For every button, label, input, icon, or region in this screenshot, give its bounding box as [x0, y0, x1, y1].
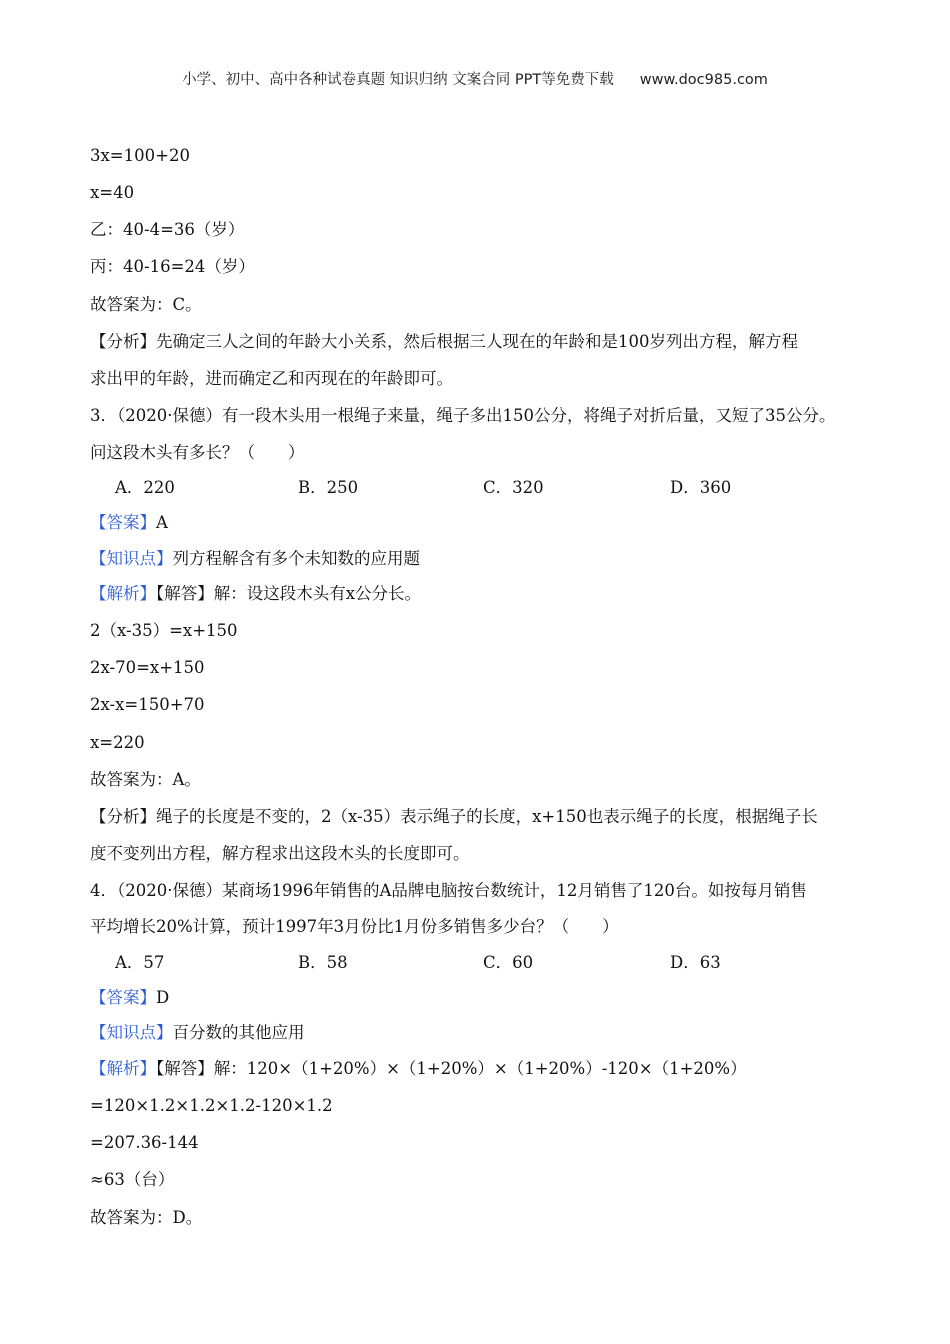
analysis-text: 绳子的长度是不变的，2（x-35）表示绳子的长度，x+150也表示绳子的长度，根据绳子长	[156, 807, 818, 826]
knowledge-text: 百分数的其他应用	[172, 1023, 305, 1042]
q4-option-a: A．57	[115, 953, 165, 972]
prev-line-3: 乙：40-4=36（岁）	[90, 220, 245, 239]
solution-text: 【解答】解：120×（1+20%）×（1+20%）×（1+20%）-120×（1+20%）	[156, 1059, 747, 1078]
q3-analysis-cont: 度不变列出方程，解方程求出这段木头的长度即可。	[90, 844, 470, 863]
analysis-tag: 【分析】	[90, 332, 156, 351]
q4-stem-cont: 平均增长20%计算，预计1997年3月份比1月份多销售多少台？（ ）	[90, 917, 619, 936]
analysis-tag: 【分析】	[90, 807, 156, 826]
answer-tag: 【答案】	[90, 513, 156, 532]
knowledge-tag: 【知识点】	[90, 549, 173, 568]
q4-knowledge	[90, 1022, 305, 1044]
q3-option-a: A．220	[115, 478, 175, 497]
q4-option-d: D．63	[670, 953, 721, 972]
header-text: 小学、初中、高中各种试卷真题 知识归纳 文案合同 PPT等免费下载	[182, 72, 614, 88]
solution-text: 【解答】解：设这段木头有x公分长。	[156, 584, 422, 603]
q4-stem: 4．（2020·保德）某商场1996年销售的A品牌电脑按台数统计，12月销售了120台。如按每月销售	[90, 881, 807, 900]
answer-value: D	[156, 988, 170, 1007]
q4-answer	[90, 987, 169, 1009]
prev-line-1: 3x=100+20	[90, 146, 190, 165]
q3-step-2: 2x-70=x+150	[90, 658, 205, 677]
knowledge-text: 列方程解含有多个未知数的应用题	[172, 549, 420, 568]
q3-option-b: B．250	[298, 478, 359, 497]
q3-solution	[90, 583, 421, 605]
q4-step-4: 故答案为：D。	[90, 1208, 203, 1227]
q3-analysis	[90, 806, 818, 828]
q4-step-3: ≈63（台）	[90, 1170, 175, 1189]
analysis-text: 先确定三人之间的年龄大小关系，然后根据三人现在的年龄和是100岁列出方程，解方程	[156, 332, 798, 351]
prev-analysis-cont: 求出甲的年龄，进而确定乙和丙现在的年龄即可。	[90, 369, 453, 388]
solution-tag: 【解析】	[90, 584, 156, 603]
solution-tag: 【解析】	[90, 1059, 156, 1078]
answer-tag: 【答案】	[90, 988, 156, 1007]
page-header	[0, 68, 950, 89]
answer-value: A	[156, 513, 168, 532]
knowledge-tag: 【知识点】	[90, 1023, 173, 1042]
q4-step-1: =120×1.2×1.2×1.2-120×1.2	[90, 1096, 333, 1115]
q3-option-d: D．360	[670, 478, 732, 497]
prev-line-5: 故答案为：C。	[90, 295, 202, 314]
q3-step-5: 故答案为：A。	[90, 770, 201, 789]
q4-option-c: C．60	[483, 953, 534, 972]
q4-step-2: =207.36-144	[90, 1133, 199, 1152]
prev-line-4: 丙：40-16=24（岁）	[90, 257, 255, 276]
q3-option-c: C．320	[483, 478, 544, 497]
q4-option-b: B．58	[298, 953, 348, 972]
prev-analysis	[90, 331, 798, 353]
q3-knowledge	[90, 548, 420, 570]
header-site[interactable]: www.doc985.com	[639, 72, 768, 88]
prev-line-2: x=40	[90, 183, 135, 202]
q3-step-4: x=220	[90, 733, 145, 752]
q3-stem: 3．（2020·保德）有一段木头用一根绳子来量，绳子多出150公分，将绳子对折后量，又短了35公分。	[90, 406, 836, 425]
q4-solution	[90, 1058, 747, 1080]
q3-step-3: 2x-x=150+70	[90, 695, 205, 714]
q3-answer	[90, 512, 168, 534]
q3-stem-cont: 问这段木头有多长？（ ）	[90, 443, 305, 462]
q3-step-1: 2（x-35）=x+150	[90, 621, 238, 640]
